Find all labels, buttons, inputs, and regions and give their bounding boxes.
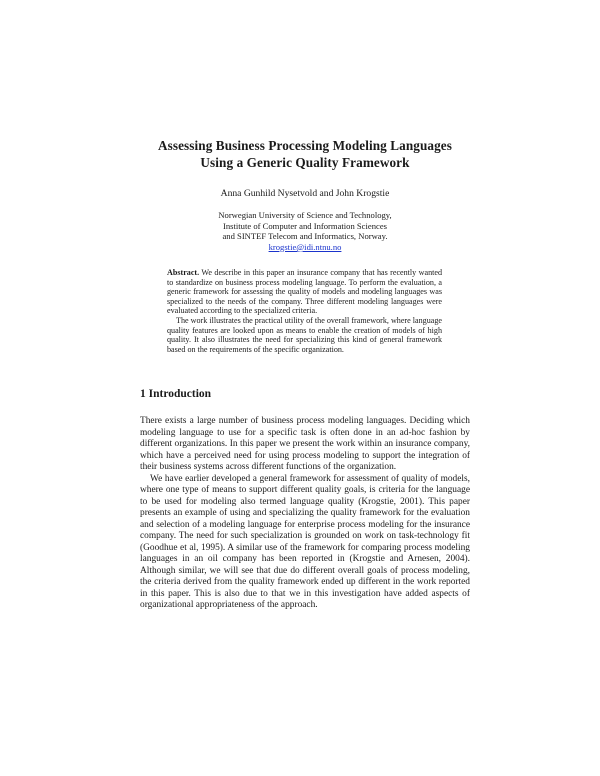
affiliation-line-1: Norwegian University of Science and Technology, xyxy=(218,210,392,220)
author-email-link[interactable]: krogstie@idi.ntnu.no xyxy=(268,241,342,252)
affiliation-line-2: Institute of Computer and Information Sciences xyxy=(223,220,387,231)
affiliation-line-3: and SINTEF Telecom and Informatics, Norway. xyxy=(222,231,388,242)
title-line-1: Assessing Business Processing Modeling Languages xyxy=(158,138,452,153)
body-paragraph: We have earlier developed a general framework for assessment of quality of models, where one type of means to support different quality goals, is criteria for the language to be used for modeling also termed language quality (Krogstie, 2001). This paper presents an example of using and specializing the quality framework for the evaluation and selection of a modeling language for enterprise process modeling for the insurance company. The need for such specialization is grounded on work on task-technology fit (Goodhue et al, 1995). A similar use of the framework for comparing process modeling languages in an oil company has been reported in (Krogstie and Arnesen, 2004). Although similar, we will see that due do different overall goals of process modeling, the criteria derived from the quality framework ended up different in the work reported in this paper. This is also due to that we in this investigation have added aspects of organizational appropriateness of the approach. xyxy=(140,473,470,610)
introduction-body xyxy=(140,416,470,612)
title-line-2: Using a Generic Quality Framework xyxy=(200,155,410,170)
section-heading-introduction: 1 Introduction xyxy=(140,388,212,400)
abstract-paragraph-1 xyxy=(167,268,442,316)
body-paragraph: There exists a large number of business process modeling languages. Deciding which modeling language to use for a specific task is often done in an ad-hoc fashion by different organizations. In this paper we present the work within an insurance company, which have a perceived need for using process modeling to support the integration of their business systems across different functions of the organization. xyxy=(140,416,470,472)
affiliation-block xyxy=(100,210,510,252)
abstract-paragraph-2: The work illustrates the practical utility of the overall framework, where language quality features are looked upon as means to enable the creation of models of high quality. It also illustrates the need for specializing this kind of general framework based on the requirements of the specific organization. xyxy=(167,315,442,354)
abstract-block xyxy=(167,268,442,354)
abstract-label: Abstract. xyxy=(167,268,200,277)
paper-title xyxy=(100,137,510,171)
author-list: Anna Gunhild Nysetvold and John Krogstie xyxy=(220,188,390,199)
abstract-text-1: We describe in this paper an insurance company that has recently wanted to standardize on business process modeling language. To perform the evaluation, a generic framework for assessing the quality of models and modeling languages was specialized to the needs of the company. Three different modeling languages were evaluated according to the specialized criteria. xyxy=(167,268,442,316)
